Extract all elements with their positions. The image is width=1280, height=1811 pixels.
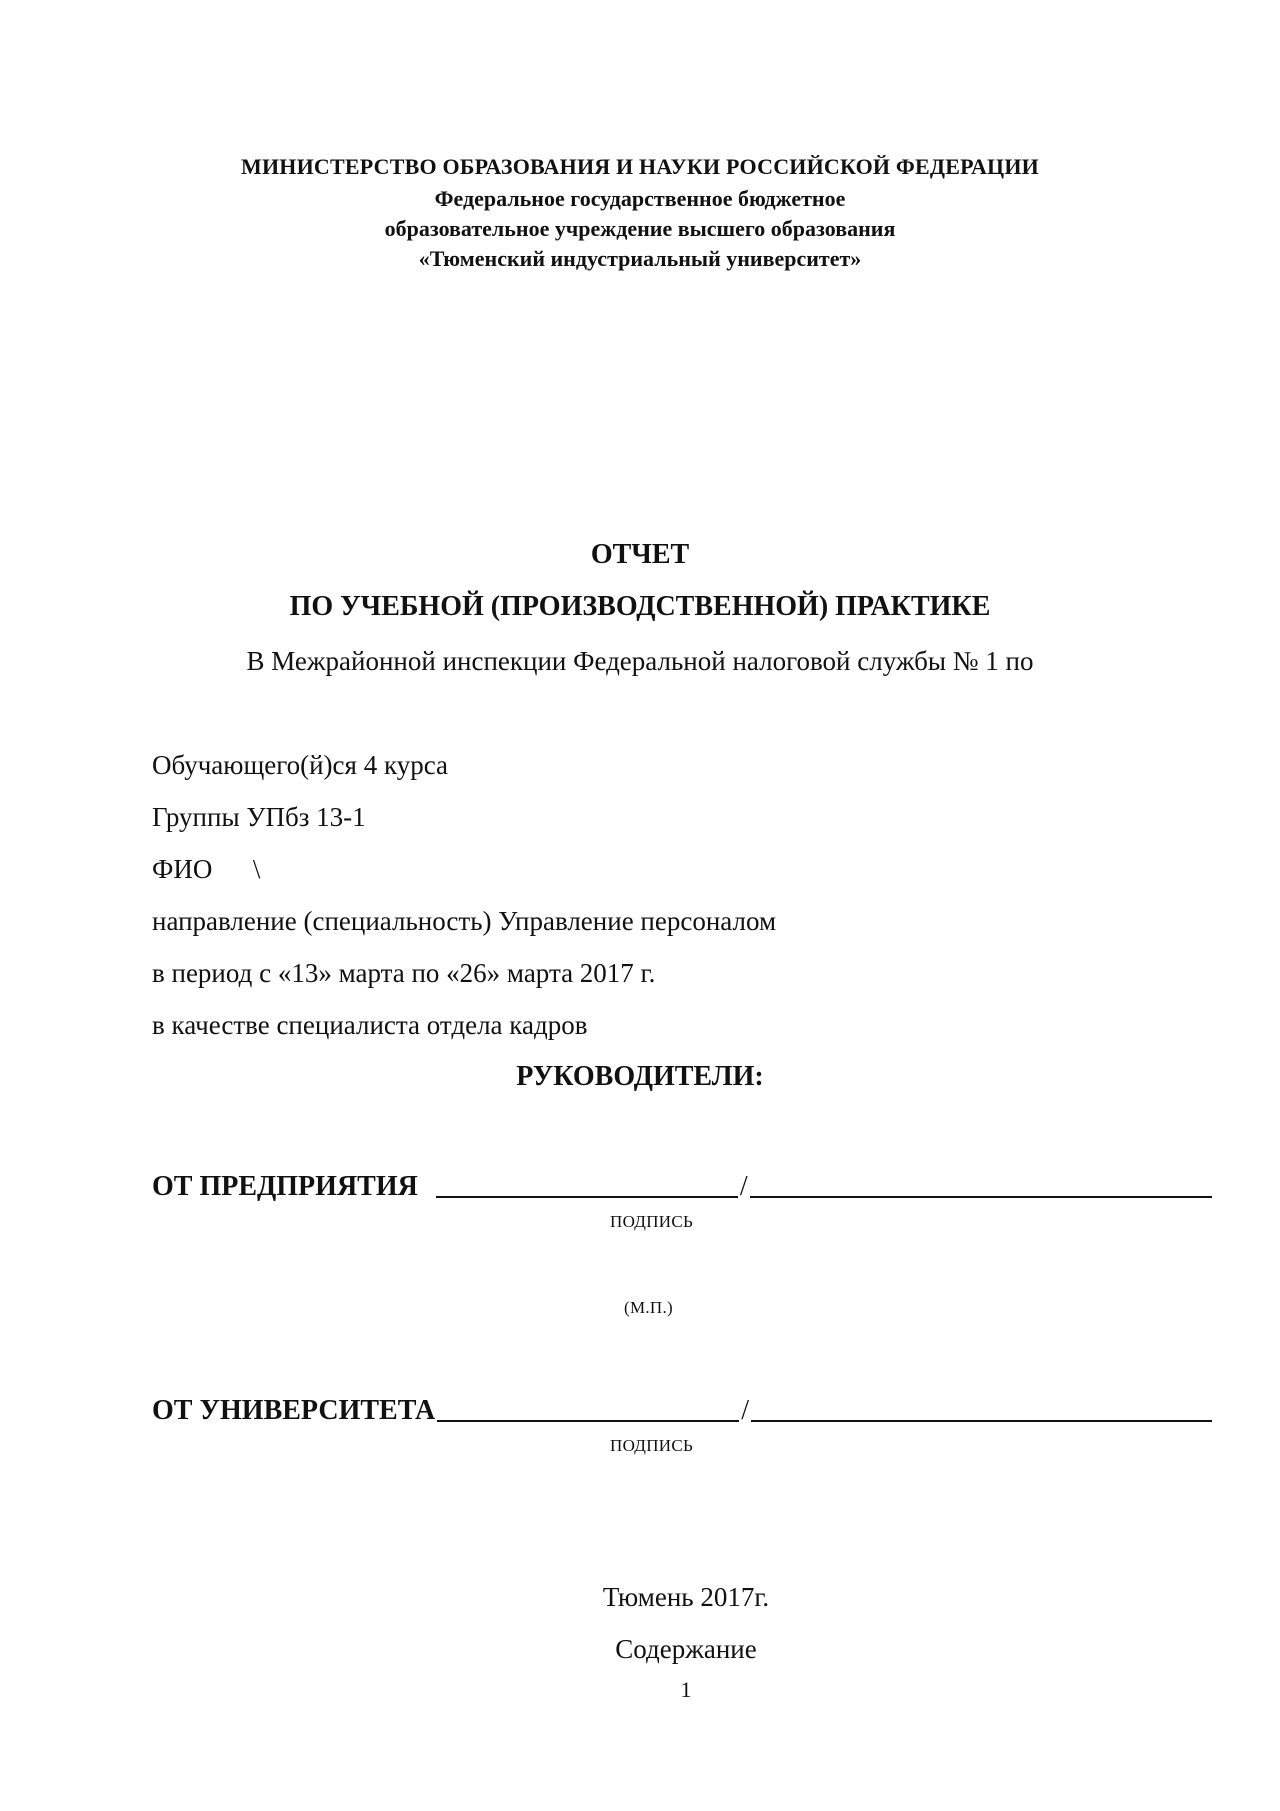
report-title: ОТЧЕТ [590,539,690,570]
ministry-heading: МИНИСТЕРСТВО ОБРАЗОВАНИЯ И НАУКИ РОССИЙСКОЙ ФЕДЕРАЦИИ [241,154,1039,179]
practice-period: в период с «13» марта по «26» марта 2017 г. [152,958,656,988]
university-name: «Тюменский индустриальный университет» [418,246,862,271]
enterprise-slash: / [739,1171,748,1202]
university-signature-line [437,1420,739,1422]
institution-education-line: образовательное учреждение высшего образования [384,216,896,241]
contents-heading: Содержание [615,1634,757,1664]
practice-title: ПО УЧЕБНОЙ (ПРОИЗВОДСТВЕННОЙ) ПРАКТИКЕ [289,591,991,622]
page-number: 1 [680,1677,692,1702]
university-signature-row [152,1388,1212,1428]
supervisors-heading: РУКОВОДИТЕЛИ: [516,1061,764,1092]
student-direction: направление (специальность) Управление персоналом [152,906,777,936]
student-course: Обучающего(й)ся 4 курса [152,750,448,780]
practice-place: В Межрайонной инспекции Федеральной налоговой службы № 1 по [246,646,1034,676]
enterprise-signature-caption: ПОДПИСЬ [610,1212,694,1231]
city-year: Тюмень 2017г. [602,1582,770,1612]
university-label: ОТ УНИВЕРСИТЕТА [152,1395,436,1426]
student-fio: ФИО \ [152,854,261,884]
stamp-caption: (М.П.) [624,1298,674,1317]
enterprise-signature-row [152,1164,1212,1204]
university-slash: / [741,1395,749,1426]
student-group: Группы УПбз 13-1 [152,802,366,832]
student-role: в качестве специалиста отдела кадров [152,1010,588,1040]
institution-type-line: Федеральное государственное бюджетное [434,186,846,211]
university-signature-caption: ПОДПИСЬ [610,1436,694,1455]
enterprise-signature-line [436,1196,738,1198]
university-name-line [751,1420,1212,1422]
enterprise-label: ОТ ПРЕДПРИЯТИЯ [152,1171,418,1202]
enterprise-name-line [750,1196,1212,1198]
